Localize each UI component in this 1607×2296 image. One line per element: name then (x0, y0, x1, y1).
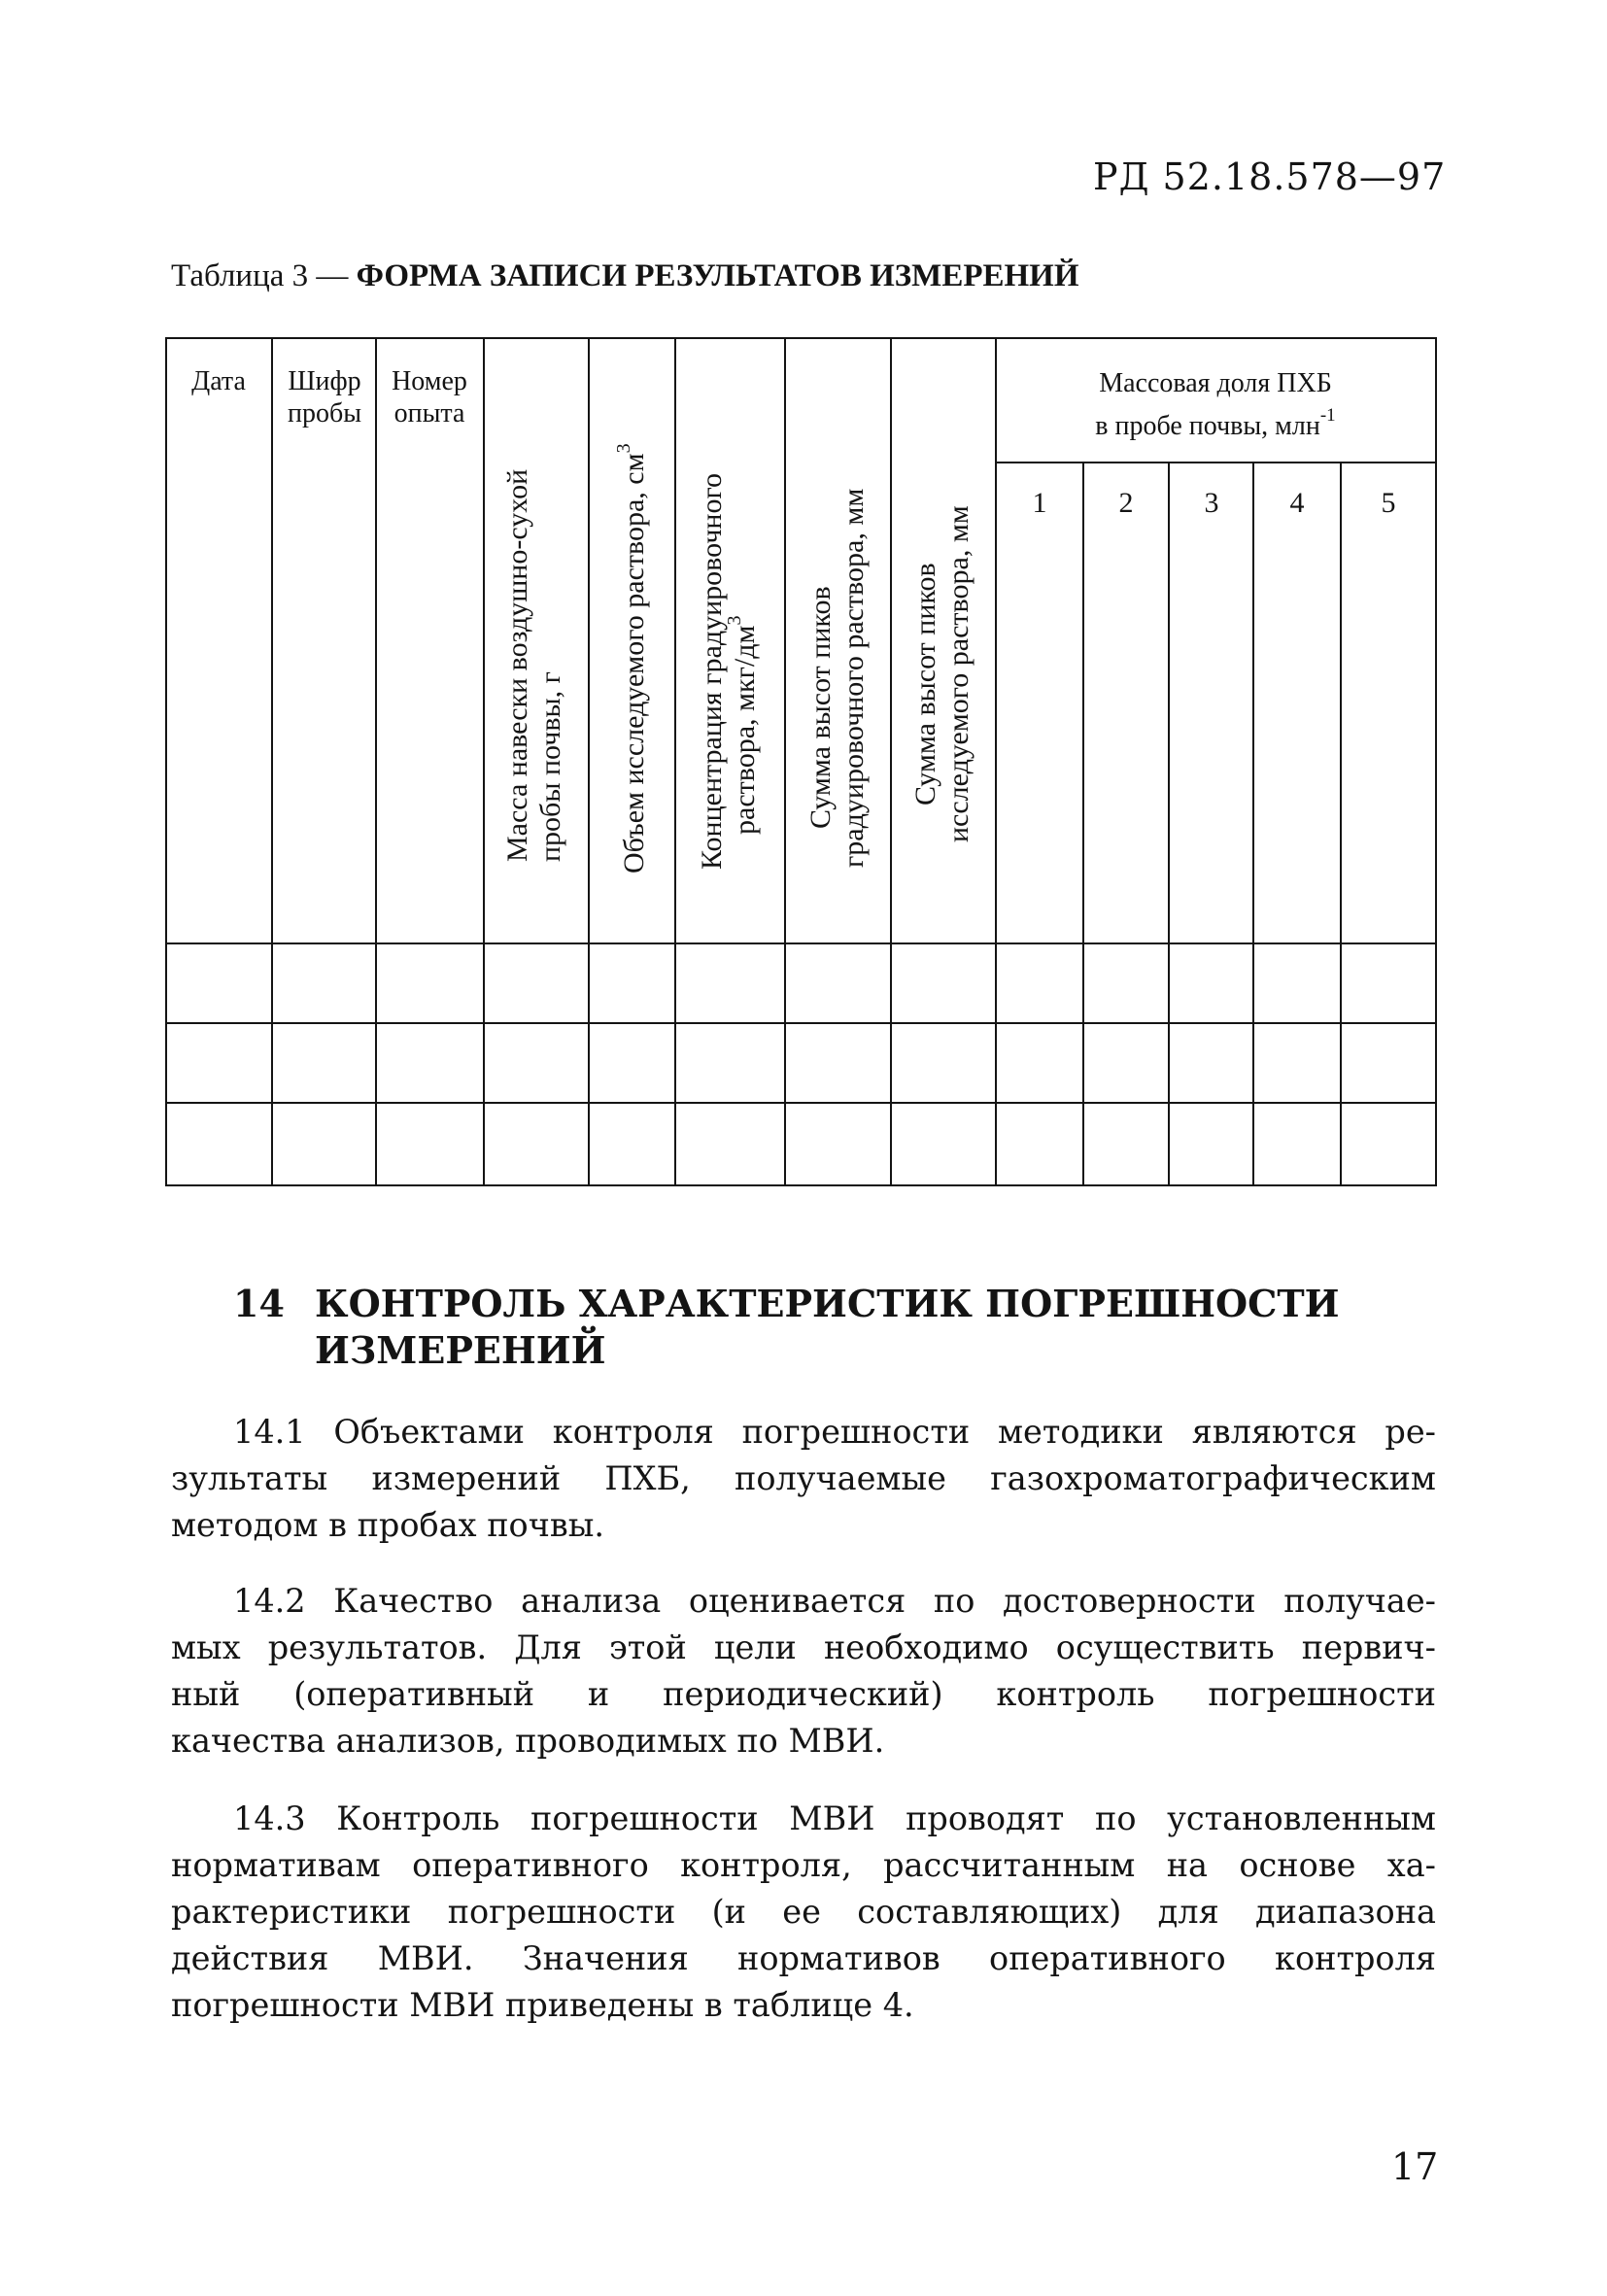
col-soil-mass-line1: Масса навески воздушно-сухой (501, 468, 533, 862)
paragraph-14-3 (171, 1796, 1436, 2029)
col-experiment-no-line2: опыта (393, 398, 465, 428)
col-calibration-concentration (696, 473, 761, 870)
col-sample-peaks-line1: Сумма высот пиков (909, 563, 941, 805)
col-solution-volume (613, 443, 650, 874)
section-number: 14 (233, 1282, 285, 1325)
paragraph-line: ный (оперативный и периодический) контроль погрешности (171, 1675, 1436, 1713)
sub-col-5: 5 (1381, 487, 1396, 519)
col-mass-fraction-line2: в пробе почвы, млн$^{-1}$ (1095, 405, 1336, 441)
page-number: 17 (1391, 2145, 1439, 2188)
paragraph-line: действия МВИ. Значения нормативов оперативного контроля (171, 1939, 1436, 1977)
table-lines (166, 338, 1436, 1185)
col-calibration-concentration-line1: Концентрация градуировочного (696, 472, 728, 870)
section-title-line1: КОНТРОЛЬ ХАРАКТЕРИСТИК ПОГРЕШНОСТИ (315, 1282, 1340, 1325)
col-calibration-peaks-line1: Сумма высот пиков (804, 586, 837, 829)
col-date: Дата (191, 366, 246, 396)
table-caption-title: ФОРМА ЗАПИСИ РЕЗУЛЬТАТОВ ИЗМЕРЕНИЙ (356, 258, 1079, 293)
col-solution-volume-line1: Объем исследуемого раствора, $см^3$ (613, 443, 650, 874)
section-title-line2: ИЗМЕРЕНИЙ (315, 1328, 606, 1372)
table-caption-number: Таблица 3 — (171, 258, 357, 293)
paragraph-line: методом в пробах почвы. (171, 1506, 605, 1544)
page-header: РД 52.18.578—97 (1093, 155, 1447, 198)
col-mass-fraction-line1: Массовая доля ПХБ (1099, 368, 1332, 398)
paragraph-line: 14.2 Качество анализа оценивается по достоверности получае- (233, 1582, 1436, 1620)
table-caption (171, 258, 1079, 294)
paragraph-line: погрешности МВИ приведены в таблице 4. (171, 1986, 914, 2024)
sub-col-1: 1 (1032, 487, 1047, 519)
sub-col-2: 2 (1118, 487, 1134, 519)
measurement-record-table (165, 337, 1437, 1186)
paragraph-line: 14.3 Контроль погрешности МВИ проводят по установленным (233, 1799, 1436, 1837)
col-soil-mass-line2: пробы почвы, г (534, 671, 566, 862)
col-sample-peaks-line2: исследуемого раствора, мм (942, 505, 974, 842)
paragraph-line: мых результатов. Для этой цели необходимо осуществить первич- (171, 1628, 1436, 1666)
col-calibration-peaks-line2: градуировочного раствора, мм (838, 488, 870, 868)
paragraph-14-1 (171, 1409, 1436, 1549)
paragraph-line: рактеристики погрешности (и ее составляющих) для диапазона (171, 1893, 1436, 1931)
sub-col-3: 3 (1204, 487, 1219, 519)
paragraph-line: 14.1 Объектами контроля погрешности методики являются ре- (233, 1413, 1436, 1451)
col-sample-code-line1: Шифр (288, 366, 361, 396)
paragraph-line: зультаты измерений ПХБ, получаемые газохроматографическим (171, 1459, 1436, 1497)
table-grid (165, 337, 1437, 1186)
col-calibration-peaks (804, 489, 870, 868)
col-soil-mass (501, 469, 566, 862)
col-calibration-concentration-line2: раствора, мкг/$дм^3$ (724, 615, 761, 835)
col-sample-code-line2: пробы (287, 398, 362, 428)
col-experiment-no-line1: Номер (392, 366, 467, 396)
sub-col-4: 4 (1289, 487, 1305, 519)
paragraph-line: нормативам оперативного контроля, рассчитанным на основе ха- (171, 1846, 1436, 1884)
section-heading (233, 1281, 1399, 1374)
col-sample-peaks (909, 505, 974, 842)
paragraph-line: качества анализов, проводимых по МВИ. (171, 1722, 885, 1760)
paragraph-14-2 (171, 1578, 1436, 1765)
